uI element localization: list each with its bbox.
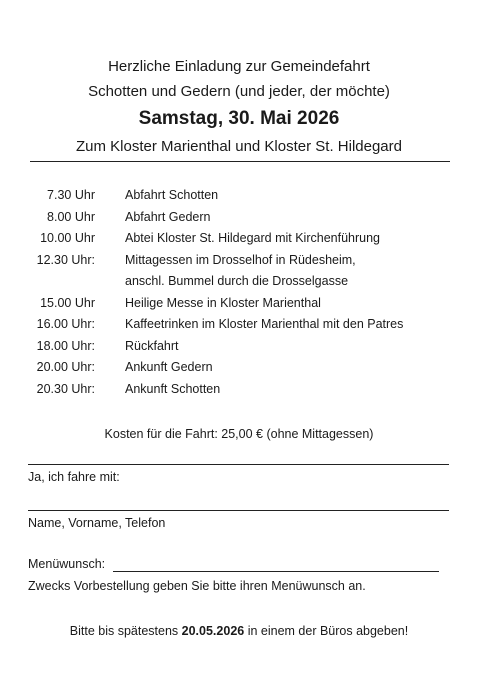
schedule-time: 20.30 Uhr: xyxy=(36,381,95,396)
schedule-row xyxy=(0,188,478,206)
schedule-activity: Rückfahrt xyxy=(125,338,179,353)
schedule-row xyxy=(0,231,478,249)
schedule-activity: Heilige Messe in Kloster Marienthal xyxy=(125,295,321,310)
schedule-time: 16.00 Uhr: xyxy=(36,317,95,331)
deadline-suffix: in einem der Büros abgeben! xyxy=(244,624,409,638)
destination-title: Zum Kloster Marienthal und Kloster St. Hildegard xyxy=(76,138,402,155)
deadline-note xyxy=(0,624,478,638)
name-line[interactable] xyxy=(28,510,449,511)
signup-label: Ja, ich fahre mit: xyxy=(28,470,120,484)
schedule-row xyxy=(0,274,478,292)
schedule-row xyxy=(0,382,478,400)
schedule-activity: Ankunft Schotten xyxy=(125,381,221,396)
event-date: Samstag, 30. Mai 2026 xyxy=(138,108,340,129)
schedule-row xyxy=(0,210,478,228)
schedule-time: 8.00 Uhr xyxy=(47,209,95,224)
schedule-time: 12.30 Uhr: xyxy=(36,252,95,267)
invitation-heading: Herzliche Einladung zur Gemeindefahrt xyxy=(108,58,370,75)
schedule-row xyxy=(0,296,478,314)
signup-line[interactable] xyxy=(28,464,449,465)
invitation-subheading: Schotten und Gedern (und jeder, der möchte) xyxy=(88,83,390,100)
schedule-time: 7.30 Uhr xyxy=(47,188,95,202)
costs-text: Kosten für die Fahrt: 25,00 € (ohne Mittagessen) xyxy=(104,427,374,441)
header-divider xyxy=(30,161,450,162)
schedule-activity: Abfahrt Gedern xyxy=(125,209,211,224)
schedule-activity: Abtei Kloster St. Hildegard mit Kirchenführung xyxy=(125,231,380,245)
deadline-prefix: Bitte bis spätestens xyxy=(69,624,182,638)
name-label: Name, Vorname, Telefon xyxy=(28,516,166,530)
schedule-activity: anschl. Bummel durch die Drosselgasse xyxy=(125,274,349,288)
schedule-activity: Abfahrt Schotten xyxy=(125,188,219,202)
schedule-activity: Ankunft Gedern xyxy=(125,360,213,374)
schedule-row xyxy=(0,360,478,378)
schedule-time: 18.00 Uhr: xyxy=(36,338,95,353)
menu-note: Zwecks Vorbestellung geben Sie bitte ihren Menüwunsch an. xyxy=(28,579,366,593)
schedule-time: 10.00 Uhr xyxy=(40,231,95,245)
schedule-activity: Kaffeetrinken im Kloster Marienthal mit den Patres xyxy=(125,317,404,331)
schedule-activity: Mittagessen im Drosselhof in Rüdesheim, xyxy=(125,252,356,267)
menu-line[interactable] xyxy=(113,571,439,572)
schedule-row xyxy=(0,317,478,335)
schedule-row xyxy=(0,339,478,357)
schedule-time: 20.00 Uhr: xyxy=(36,360,95,374)
schedule-time: 15.00 Uhr xyxy=(40,295,95,310)
deadline-date: 20.05.2026 xyxy=(181,624,245,638)
menu-label: Menüwunsch: xyxy=(28,557,106,571)
schedule-row xyxy=(0,253,478,271)
